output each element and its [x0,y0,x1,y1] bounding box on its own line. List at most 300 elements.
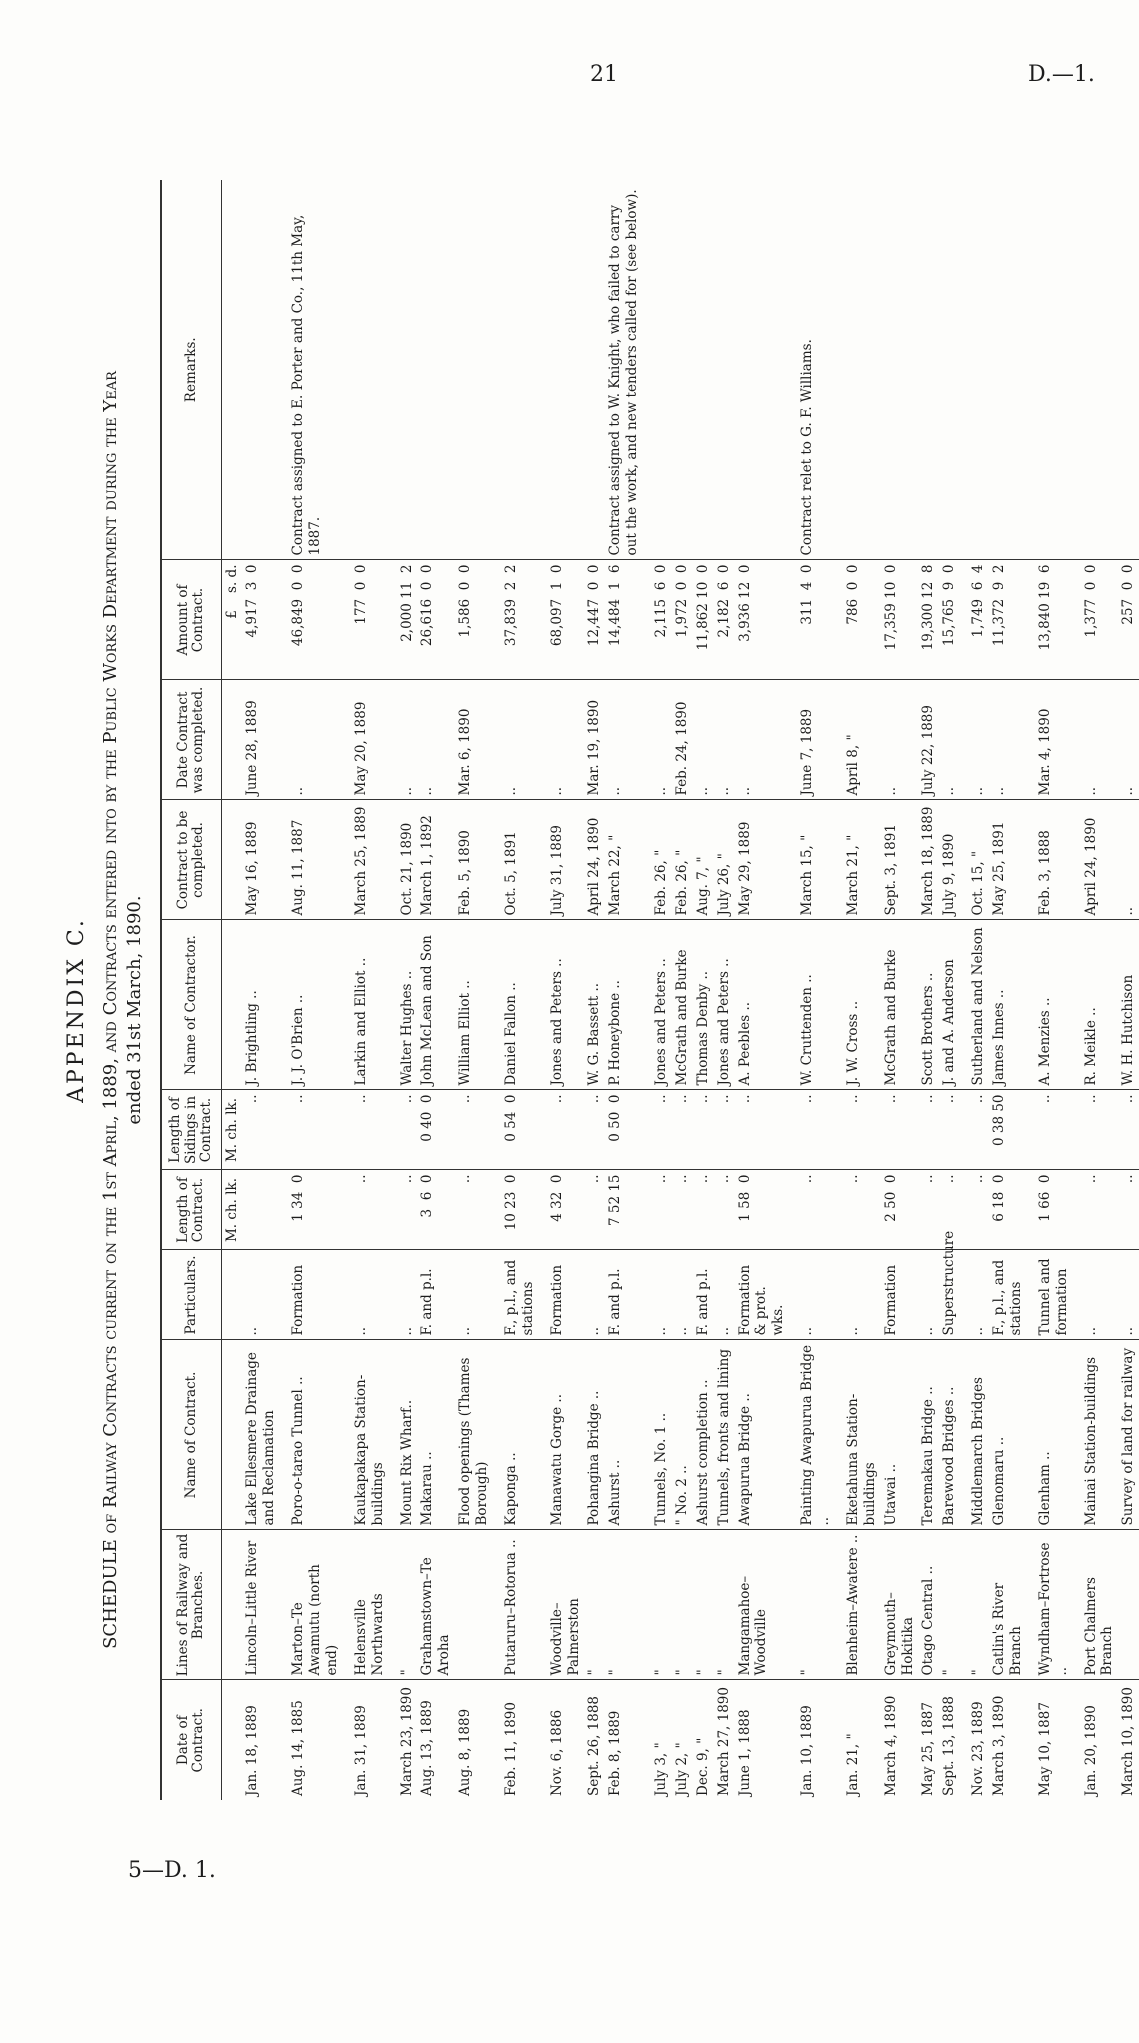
cell-part: .. [455,1250,493,1340]
table-row [389,180,418,1800]
cell-contract: Tunnels, fronts and lining [714,1340,735,1530]
cell-date: March 3, 1890 [991,1695,1008,1796]
cell-amt: 11,372 9 2 [989,560,1027,680]
cell-contract: Painting Awapurua Bridge .. [789,1340,835,1530]
cell-date: Jan. 18, 1889 [244,1705,261,1796]
cell-line: " [643,1530,672,1680]
cell-len: 4 32 0 [539,1170,585,1250]
cell-done: .. [605,680,643,800]
col-contract: Name of Contract. [161,1340,221,1530]
cell-part: .. [343,1250,389,1340]
cell-contract: Survey of land for railway [1118,1340,1139,1530]
cell-part: .. [389,1250,418,1340]
cell-line: " [605,1530,643,1680]
cell-len: .. [389,1170,418,1250]
table-row [455,180,493,1800]
cell-tbc: April 24, 1890 [584,800,605,920]
cell-contractor: McGrath and Burke [672,920,693,1090]
cell-amt: 11,862 10 0 [693,560,714,680]
cell-sid: .. [539,1090,585,1170]
cell-amt: 68,097 1 0 [539,560,585,680]
cell-contract: Tunnels, No. 1 .. [643,1340,672,1530]
cell-tbc: July 9, 1890 [939,800,960,920]
cell-sid: 0 54 0 [493,1090,539,1170]
cell-contractor: P. Honeybone .. [605,920,643,1090]
cell-contractor: Larkin and Elliot .. [343,920,389,1090]
cell-done: Mar. 4, 1890 [1027,680,1073,800]
table-row [584,180,605,1800]
cell-tbc: March 25, 1889 [343,800,389,920]
cell-len: .. [643,1170,672,1250]
cell-sid: .. [835,1090,881,1170]
cell-tbc: Feb. 26, " [643,800,672,920]
cell-rem [989,180,1027,560]
table-row [605,180,643,1800]
cell-amt: 1,972 0 0 [672,560,693,680]
cell-part: F. and p.l. [605,1250,643,1340]
cell-contractor: J. J. O'Brien .. [280,920,343,1090]
cell-amt: 46,849 0 0 [280,560,343,680]
cell-len: 6 18 0 [989,1170,1027,1250]
cell-amt: 14,484 1 6 [605,560,643,680]
cell-amt: 786 0 0 [835,560,881,680]
cell-contract: Utawai .. [881,1340,919,1530]
table-row [835,180,881,1800]
cell-tbc: March 1, 1892 [417,800,455,920]
col-sidings: Length of Sidings in Contract. [161,1090,221,1170]
cell-done: .. [881,680,919,800]
cell-contract: Awapuruа Bridge .. [735,1340,790,1530]
col-date: Date of Contract. [161,1680,221,1800]
cell-contractor: Walter Hughes .. [389,920,418,1090]
rotated-schedule [50,70,1137,1950]
cell-date: Sept. 13, 1888 [941,1695,958,1796]
table-row [789,180,835,1800]
cell-amt: 19,300 12 8 [918,560,939,680]
cell-contractor: McGrath and Burke [881,920,919,1090]
cell-rem [643,180,672,560]
cell-date: Aug. 8, 1889 [457,1708,474,1796]
cell-part: .. [918,1250,939,1340]
cell-date: Aug. 13, 1889 [419,1700,436,1796]
cell-sid: 0 40 0 [417,1090,455,1170]
cell-date: Sept. 26, 1888 [586,1695,603,1796]
cell-done: .. [939,680,960,800]
cell-line: Port Chalmers Branch [1073,1530,1119,1680]
cell-done: .. [1118,680,1139,800]
cell-len: 2 50 0 [881,1170,919,1250]
cell-rem [1073,180,1119,560]
cell-sid: .. [735,1090,790,1170]
cell-sid: .. [343,1090,389,1170]
cell-tbc: May 25, 1891 [989,800,1027,920]
cell-date: Nov. 6, 1886 [548,1709,565,1796]
cell-len: 1 34 0 [280,1170,343,1250]
cell-date: Dec. 9, " [694,1737,711,1796]
cell-part: Formation [881,1250,919,1340]
cell-contractor: J. W. Cross .. [835,920,881,1090]
cell-part: Formation [280,1250,343,1340]
table-row [539,180,585,1800]
cell-done: .. [693,680,714,800]
col-line: Lines of Railway and Branches. [161,1530,221,1680]
cell-sid: .. [960,1090,989,1170]
cell-contractor: Thomas Denby .. [693,920,714,1090]
cell-amt: 15,765 9 0 [939,560,960,680]
cell-date: July 2, " [673,1742,690,1796]
cell-contract: Manawatu Gorge .. [539,1340,585,1530]
cell-line: Lincoln–Little River [242,1530,280,1680]
cell-amt: 37,839 2 2 [493,560,539,680]
cell-rem [242,180,280,560]
cell-contractor: R. Meikle .. [1073,920,1119,1090]
cell-contractor: J. and A. Anderson [939,920,960,1090]
cell-rem [455,180,493,560]
cell-line [455,1530,493,1680]
cell-date: March 4, 1890 [882,1695,899,1796]
cell-tbc: May 16, 1889 [242,800,280,920]
table-row [1027,180,1073,1800]
footer-ref: 5—D. 1. [128,1858,216,1883]
cell-sid: .. [881,1090,919,1170]
cell-date: Aug. 14, 1885 [290,1700,307,1796]
cell-len: .. [343,1170,389,1250]
cell-amt: 4,917 3 0 [242,560,280,680]
cell-len: .. [455,1170,493,1250]
cell-contract: Pohangina Bridge .. [584,1340,605,1530]
cell-contract: Ashurst .. [605,1340,643,1530]
cell-amt: 12,447 0 0 [584,560,605,680]
cell-sid: .. [389,1090,418,1170]
cell-rem [960,180,989,560]
cell-tbc: April 24, 1890 [1073,800,1119,920]
cell-len: .. [672,1170,693,1250]
cell-sid: .. [714,1090,735,1170]
cell-len: 1 66 0 [1027,1170,1073,1250]
cell-date: March 27, 1890 [715,1687,732,1796]
cell-sid: .. [1073,1090,1119,1170]
cell-rem [672,180,693,560]
cell-line: " [389,1530,418,1680]
cell-len: .. [1073,1170,1119,1250]
cell-part: Tunnel and formation [1027,1250,1073,1340]
units-row [221,180,242,1800]
cell-part: F., p.l., and stations [493,1250,539,1340]
cell-tbc: .. [1118,800,1139,920]
cell-tbc: March 18, 1889 [918,800,939,920]
cell-rem [1118,180,1139,560]
cell-rem [735,180,790,560]
cell-rem [918,180,939,560]
cell-sid: .. [455,1090,493,1170]
cell-contractor: W. H. Hutchison [1118,920,1139,1090]
cell-tbc: Oct. 21, 1890 [389,800,418,920]
cell-done: Mar. 6, 1890 [455,680,493,800]
cell-sid: .. [584,1090,605,1170]
cell-contract: Makarau .. [417,1340,455,1530]
cell-part: F., p.l., and stations [989,1250,1027,1340]
cell-tbc: Aug. 11, 1887 [280,800,343,920]
cell-amt: 2,115 6 0 [643,560,672,680]
cell-part: .. [672,1250,693,1340]
schedule-title-cont: ended 31st March, 1890. [124,895,145,1125]
cell-tbc: July 31, 1889 [539,800,585,920]
cell-rem: Contract relet to G. F. Williams. [789,180,835,560]
cell-contract: Mainai Station-buildings [1073,1340,1119,1530]
cell-contractor: A. Peebles .. [735,920,790,1090]
cell-date: May 25, 1887 [920,1702,937,1796]
cell-len: .. [1118,1170,1139,1250]
cell-line: Grahamstown–Te Aroha [417,1530,455,1680]
cell-rem [714,180,735,560]
cell-date: Jan. 20, 1890 [1082,1705,1099,1796]
cell-amt: 2,182 6 0 [714,560,735,680]
cell-date: Jan. 21, " [844,1733,861,1796]
cell-len: 7 52 15 [605,1170,643,1250]
cell-done: .. [989,680,1027,800]
col-to-complete: Contract to be completed. [161,800,221,920]
cell-len: .. [714,1170,735,1250]
cell-sid: .. [789,1090,835,1170]
cell-line: Catlin's River Branch [989,1530,1027,1680]
cell-contract: Glenomaru .. [989,1340,1027,1530]
table-row [1073,180,1119,1800]
cell-contractor: Jones and Peters .. [714,920,735,1090]
cell-sid: 0 50 0 [605,1090,643,1170]
cell-contractor: Scott Brothers .. [918,920,939,1090]
table-row [343,180,389,1800]
cell-line: " [960,1530,989,1680]
cell-done: .. [417,680,455,800]
appendix-title: APPENDIX C. [64,917,89,1103]
cell-date: Feb. 8, 1889 [607,1710,624,1796]
cell-line: " [789,1530,835,1680]
cell-part: Superstructure [939,1250,960,1340]
cell-line: " [672,1530,693,1680]
cell-rem [539,180,585,560]
cell-done: .. [539,680,585,800]
cell-done: Mar. 19, 1890 [584,680,605,800]
cell-contractor: Daniel Fallon .. [493,920,539,1090]
cell-len: .. [789,1170,835,1250]
cell-line: Mangamahoe–Woodville [735,1530,790,1680]
cell-rem [939,180,960,560]
cell-contract: Teremakau Bridge .. [918,1340,939,1530]
cell-contractor: Sutherland and Nelson [960,920,989,1090]
cell-amt: 3,936 12 0 [735,560,790,680]
cell-contractor: W. Cruttenden .. [789,920,835,1090]
cell-part: .. [1073,1250,1119,1340]
cell-contract: Barewood Bridges .. [939,1340,960,1530]
cell-rem: Contract assigned to E. Porter and Co., 11th May, 1887. [280,180,343,560]
cell-sid: .. [242,1090,280,1170]
col-length: Length of Contract. [161,1170,221,1250]
table-row [735,180,790,1800]
cell-tbc: Feb. 5, 1890 [455,800,493,920]
cell-len: .. [939,1170,960,1250]
cell-tbc: March 21, " [835,800,881,920]
cell-sid: .. [643,1090,672,1170]
table-row [960,180,989,1800]
table-row [242,180,280,1800]
cell-rem [584,180,605,560]
amount-unit: £ s. d. [221,560,242,680]
table-row [918,180,939,1800]
cell-tbc: May 29, 1889 [735,800,790,920]
cell-sid: .. [939,1090,960,1170]
cell-date: July 3, " [653,1742,670,1796]
cell-line: Marton–Te Awamutu (north end) [280,1530,343,1680]
col-remarks: Remarks. [161,180,221,560]
cell-amt: 257 0 0 [1118,560,1139,680]
cell-contract: Kaponga .. [493,1340,539,1530]
cell-tbc: Oct. 5, 1891 [493,800,539,920]
cell-part: .. [1118,1250,1139,1340]
cell-line: Otago Central .. [918,1530,939,1680]
cell-part: .. [714,1250,735,1340]
cell-contractor: A. Menzies .. [1027,920,1073,1090]
cell-line: Putaruru–Rotorua .. [493,1530,539,1680]
table-row [989,180,1027,1800]
cell-done: July 22, 1889 [918,680,939,800]
cell-contract: " No. 2 .. [672,1340,693,1530]
cell-len: 1 58 0 [735,1170,790,1250]
cell-done: Feb. 24, 1890 [672,680,693,800]
cell-amt: 311 4 0 [789,560,835,680]
cell-done: .. [960,680,989,800]
cell-done: .. [714,680,735,800]
cell-rem [389,180,418,560]
cell-sid: 0 38 50 [989,1090,1027,1170]
doc-ref: D.—1. [1028,62,1095,87]
cell-amt: 2,000 11 2 [389,560,418,680]
cell-sid: .. [693,1090,714,1170]
table-row [280,180,343,1800]
cell-len: .. [584,1170,605,1250]
cell-len: .. [835,1170,881,1250]
cell-contract: Kaukapakapa Station-buildings [343,1340,389,1530]
cell-part: Formation & prot. wks. [735,1250,790,1340]
table-row [417,180,455,1800]
cell-amt: 1,749 6 4 [960,560,989,680]
cell-tbc: Aug. 7, " [693,800,714,920]
cell-tbc: Oct. 15, " [960,800,989,920]
cell-line: " [584,1530,605,1680]
cell-sid: .. [672,1090,693,1170]
cell-sid: .. [1027,1090,1073,1170]
cell-part: .. [835,1250,881,1340]
cell-contract: Ashurst completion .. [693,1340,714,1530]
cell-contract: Mount Rix Wharf.. [389,1340,418,1530]
table-row [493,180,539,1800]
cell-sid: .. [918,1090,939,1170]
contracts-table [160,180,1139,1800]
cell-done: .. [493,680,539,800]
table-row [939,180,960,1800]
col-amount: Amount of Contract. [161,560,221,680]
cell-contract: Flood openings (Thames Borough) [455,1340,493,1530]
cell-rem [835,180,881,560]
cell-part: .. [789,1250,835,1340]
cell-date: Nov. 23, 1889 [970,1701,987,1796]
cell-done: .. [389,680,418,800]
cell-amt: 13,840 19 6 [1027,560,1073,680]
cell-contractor: James Innes .. [989,920,1027,1090]
cell-len: 10 23 0 [493,1170,539,1250]
cell-contractor: William Elliot .. [455,920,493,1090]
cell-done: June 7, 1889 [789,680,835,800]
cell-line: Wyndham–Fortrose .. [1027,1530,1073,1680]
cell-contractor: Jones and Peters .. [539,920,585,1090]
cell-contractor: W. G. Bassett .. [584,920,605,1090]
cell-rem [1027,180,1073,560]
cell-tbc: Feb. 26, " [672,800,693,920]
cell-date: May 10, 1887 [1036,1702,1053,1796]
cell-len: .. [960,1170,989,1250]
cell-sid: .. [280,1090,343,1170]
cell-line: Woodville–Palmerston [539,1530,585,1680]
cell-amt: 1,586 0 0 [455,560,493,680]
cell-amt: 1,377 0 0 [1073,560,1119,680]
page-number: 21 [590,62,618,87]
cell-rem [881,180,919,560]
cell-line: " [939,1530,960,1680]
cell-date: Feb. 11, 1890 [502,1702,519,1796]
header-row [161,180,221,1800]
cell-date: March 10, 1890 [1120,1687,1137,1796]
cell-len: .. [693,1170,714,1250]
cell-contractor: J. Brightling .. [242,920,280,1090]
cell-part: Formation [539,1250,585,1340]
cell-len: 3 6 0 [417,1170,455,1250]
cell-line: " [693,1530,714,1680]
cell-tbc: Feb. 3, 1888 [1027,800,1073,920]
cell-line: Blenheim–Awatere .. [835,1530,881,1680]
cell-tbc: July 26, " [714,800,735,920]
cell-done: June 28, 1889 [242,680,280,800]
cell-rem [493,180,539,560]
cell-rem [417,180,455,560]
cell-done: .. [1073,680,1119,800]
cell-contract: Middlemarch Bridges [960,1340,989,1530]
cell-tbc: March 22, " [605,800,643,920]
cell-tbc: March 15, " [789,800,835,920]
table-row [693,180,714,1800]
cell-contract: Eketahuna Station-buildings [835,1340,881,1530]
cell-contractor: Jones and Peters .. [643,920,672,1090]
length-unit: M. ch. lk. [221,1170,242,1250]
cell-line: Helensville Northwards [343,1530,389,1680]
cell-sid: .. [1118,1090,1139,1170]
cell-date: March 23, 1890 [398,1687,415,1796]
table-row [672,180,693,1800]
schedule-title: SCHEDULE of Railway Contracts current on the 1st April, 1889, and Contracts entered into by the Public Works Department during the Year [100,371,121,1649]
cell-contract: Glenham .. [1027,1340,1073,1530]
cell-contractor: John McLean and Son [417,920,455,1090]
cell-tbc: Sept. 3, 1891 [881,800,919,920]
sidings-unit: M. ch. lk. [221,1090,242,1170]
cell-date: June 1, 1888 [736,1709,753,1796]
cell-part: .. [242,1250,280,1340]
cell-part: .. [643,1250,672,1340]
cell-part: .. [584,1250,605,1340]
table-row [881,180,919,1800]
cell-part: F. and p.l. [417,1250,455,1340]
cell-contract: Lake Ellesmere Drainage and Reclamation [242,1340,280,1530]
col-particulars: Particulars. [161,1250,221,1340]
table-row [643,180,672,1800]
cell-contract: Poro-o-tarao Tunnel .. [280,1340,343,1530]
